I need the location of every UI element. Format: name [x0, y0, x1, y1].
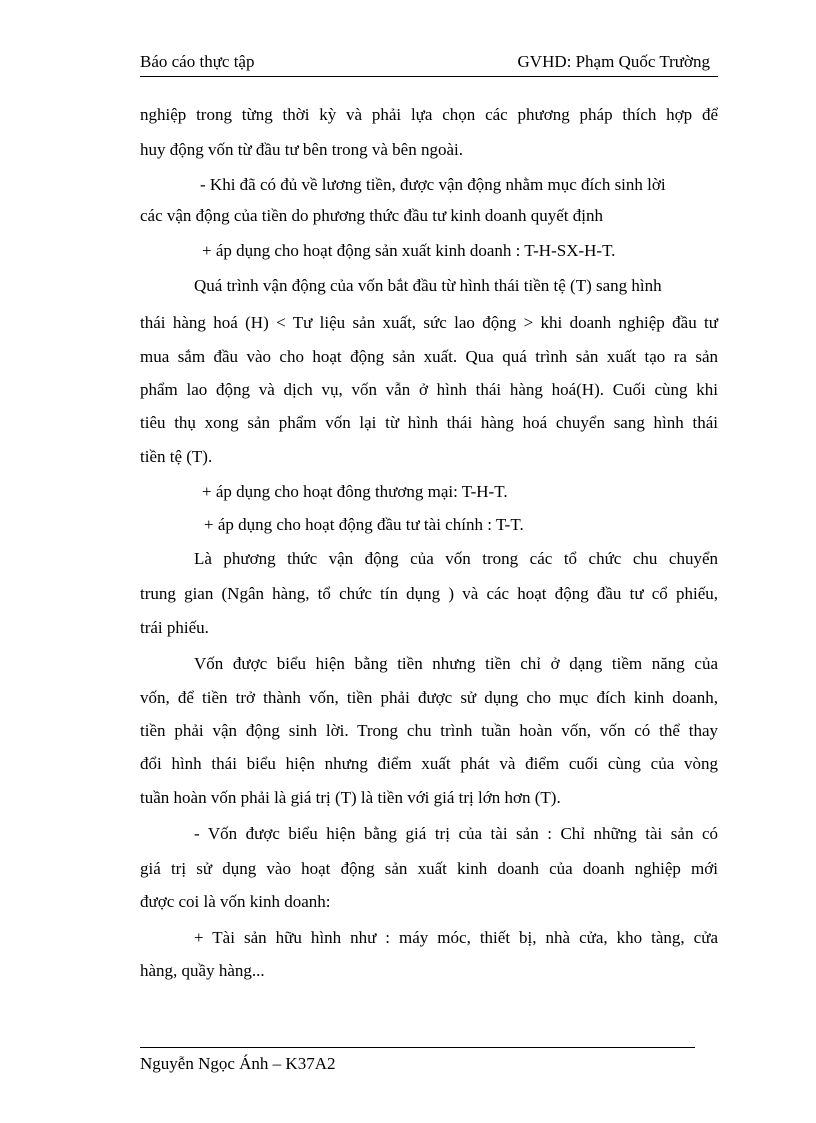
- body-line: tuần hoàn vốn phải là giá trị (T) là tiền với giá trị lớn hơn (T).: [140, 788, 561, 807]
- body-line: được coi là vốn kinh doanh:: [140, 892, 331, 911]
- header-report-title: Báo cáo thực tập: [140, 52, 255, 71]
- body-line: vốn, để tiền trở thành vốn, tiền phải được sử dụng cho mục đích kinh doanh,: [140, 688, 718, 707]
- body-line: trái phiếu.: [140, 618, 209, 637]
- header-supervisor: GVHD: Phạm Quốc Trường: [517, 52, 710, 71]
- body-line: nghiệp trong từng thời kỳ và phải lựa chọn các phương pháp thích hợp để: [140, 105, 718, 124]
- page-header: [140, 52, 718, 76]
- body-line: huy động vốn từ đầu tư bên trong và bên ngoài.: [140, 140, 463, 159]
- body-line: hàng, quầy hàng...: [140, 961, 265, 980]
- body-line: đổi hình thái biểu hiện nhưng điểm xuất phát và điểm cuối cùng của vòng: [140, 754, 718, 773]
- footer-divider: [140, 1047, 695, 1048]
- body-line: - Khi đã có đủ về lương tiền, được vận động nhằm mục đích sinh lời: [200, 175, 666, 194]
- body-line: giá trị sử dụng vào hoạt động sản xuất kinh doanh của doanh nghiệp mới: [140, 859, 718, 878]
- footer-author: Nguyễn Ngọc Ánh – K37A2: [140, 1054, 336, 1073]
- body-line: mua sắm đầu vào cho hoạt động sản xuất. Qua quá trình sản xuất tạo ra sản: [140, 347, 718, 366]
- body-line: trung gian (Ngân hàng, tổ chức tín dụng ) và các hoạt động đầu tư cổ phiếu,: [140, 584, 718, 603]
- body-line: phẩm lao động và dịch vụ, vốn vẫn ở hình thái hàng hoá(H). Cuối cùng khi: [140, 380, 718, 399]
- body-line: - Vốn được biểu hiện bằng giá trị của tài sản : Chỉ những tài sản có: [194, 824, 718, 843]
- body-line: Vốn được biểu hiện bằng tiền nhưng tiền chỉ ở dạng tiềm năng của: [194, 654, 718, 673]
- body-line: + Tài sản hữu hình như : máy móc, thiết bị, nhà cửa, kho tàng, cửa: [194, 928, 718, 947]
- body-line: + áp dụng cho hoạt động đầu tư tài chính : T-T.: [204, 515, 524, 534]
- body-line: tiêu thụ xong sản phẩm vốn lại từ hình thái hàng hoá chuyển sang hình thái: [140, 413, 718, 432]
- header-divider: [140, 76, 718, 77]
- body-line: + áp dụng cho hoạt đông thương mại: T-H-T.: [202, 482, 508, 501]
- body-line: + áp dụng cho hoạt động sản xuất kinh doanh : T-H-SX-H-T.: [202, 241, 616, 260]
- body-line: Quá trình vận động của vốn bắt đầu từ hình thái tiền tệ (T) sang hình: [194, 276, 662, 295]
- body-line: thái hàng hoá (H) < Tư liệu sản xuất, sức lao động > khi doanh nghiệp đầu tư: [140, 313, 718, 332]
- body-line: các vận động của tiền do phương thức đầu tư kinh doanh quyết định: [140, 206, 603, 225]
- body-line: tiền phải vận động sinh lời. Trong chu trình tuần hoàn vốn, vốn có thể thay: [140, 721, 718, 740]
- body-line: tiền tệ (T).: [140, 447, 213, 466]
- body-line: Là phương thức vận động của vốn trong các tổ chức chu chuyển: [194, 549, 718, 568]
